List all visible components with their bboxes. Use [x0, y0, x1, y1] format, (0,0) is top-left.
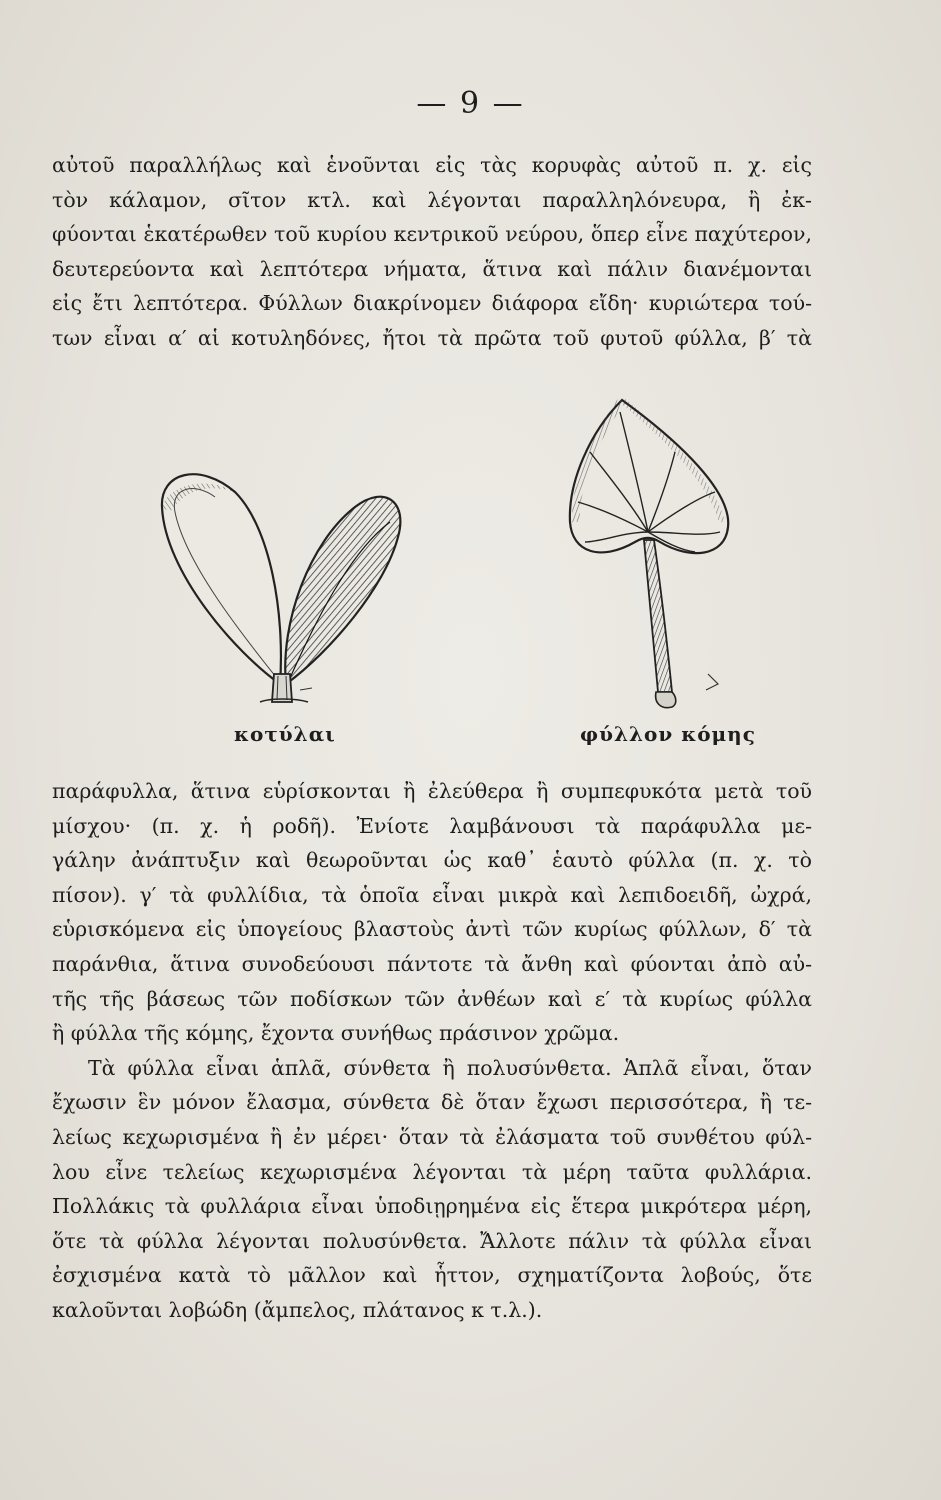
figure-caption-cotyledons: κοτύλαι	[234, 722, 336, 746]
text-line: ὅτε τὰ φύλλα λέγονται πολυσύνθετα. Ἄλλοτε πάλιν τὰ φύλλα εἶναι	[52, 1228, 812, 1253]
text-line: τὸν κάλαμον, σῖτον κτλ. καὶ λέγονται παραλληλόνευρα, ἢ ἐκ-	[52, 187, 812, 212]
text-line: δευτερεύοντα καὶ λεπτότερα νήματα, ἅτινα καὶ πάλιν διανέμονται	[52, 256, 812, 281]
text-line: Τὰ φύλλα εἶναι ἁπλᾶ, σύνθετα ἢ πολυσύνθετα. Ἁπλᾶ εἶναι, ὅταν	[88, 1055, 812, 1080]
paragraph-bottom	[52, 774, 812, 1328]
text-line: φύονται ἑκατέρωθεν τοῦ κυρίου κεντρικοῦ νεύρου, ὅπερ εἶνε παχύτερον,	[52, 222, 812, 247]
cotyledons-illustration	[140, 452, 420, 722]
text-line: λου εἶνε τελείως κεχωρισμένα λέγονται τὰ μέρη ταῦτα φυλλάρια.	[52, 1159, 812, 1184]
text-line: εὑρισκόμενα εἰς ὑπογείους βλαστοὺς ἀντὶ τῶν κυρίως φύλλων, δ′ τὰ	[52, 917, 812, 942]
text-line: ἢ φύλλα τῆς κόμης, ἔχοντα συνήθως πράσινον χρῶμα.	[52, 1021, 620, 1046]
page-number: — 9 —	[416, 86, 525, 121]
text-line: λείως κεχωρισμένα ἢ ἐν μέρει· ὅταν τὰ ἐλάσματα τοῦ συνθέτου φύλ-	[52, 1124, 812, 1149]
text-line: πίσον). γ′ τὰ φυλλίδια, τὰ ὁποῖα εἶναι μικρὰ καὶ λεπιδοειδῆ, ὠχρά,	[52, 882, 812, 907]
text-line: μίσχου· (π. χ. ἡ ροδῆ). Ἐνίοτε λαμβάνουσι τὰ παράφυλλα με-	[52, 813, 812, 838]
paragraph-top	[52, 148, 812, 356]
text-line: παράφυλλα, ἅτινα εὑρίσκονται ἢ ἐλεύθερα ἢ συμπεφυκότα μετὰ τοῦ	[52, 779, 812, 803]
text-line: αὐτοῦ παραλλήλως καὶ ἑνοῦνται εἰς τὰς κορυφὰς αὐτοῦ π. χ. εἰς	[52, 153, 812, 177]
figure-caption-foliage-leaf: φύλλον κόμης	[580, 722, 756, 746]
text-line: παράνθια, ἅτινα συνοδεύουσι πάντοτε τὰ ἄνθη καὶ φύονται ἀπὸ αὐ-	[52, 951, 812, 976]
text-line: ἔχωσιν ἓν μόνον ἔλασμα, σύνθετα δὲ ὅταν ἔχωσι περισσότερα, ἢ τε-	[52, 1090, 812, 1115]
text-line: καλοῦνται λοβώδη (ἄμπελος, πλάτανος κ τ.λ.).	[52, 1297, 543, 1322]
text-line: Πολλάκις τὰ φυλλάρια εἶναι ὑποδιῃρημένα εἰς ἕτερα μικρότερα μέρη,	[52, 1194, 812, 1219]
text-line: εἰς ἔτι λεπτότερα. Φύλλων διακρίνομεν διάφορα εἴδη· κυριώτερα τού-	[52, 291, 812, 316]
foliage-leaf-illustration	[560, 392, 760, 722]
text-line: γάλην ἀνάπτυξιν καὶ θεωροῦνται ὡς καθ᾽ ἑαυτὸ φύλλα (π. χ. τὸ	[52, 848, 812, 873]
text-line: των εἶναι α′ αἱ κοτυληδόνες, ἤτοι τὰ πρῶτα τοῦ φυτοῦ φύλλα, β′ τὰ	[52, 325, 812, 350]
text-line: τῆς τῆς βάσεως τῶν ποδίσκων τῶν ἀνθέων καὶ ε′ τὰ κυρίως φύλλα	[52, 986, 812, 1011]
text-line: ἐσχισμένα κατὰ τὸ μᾶλλον καὶ ἧττον, σχηματίζοντα λοβούς, ὅτε	[52, 1263, 812, 1288]
